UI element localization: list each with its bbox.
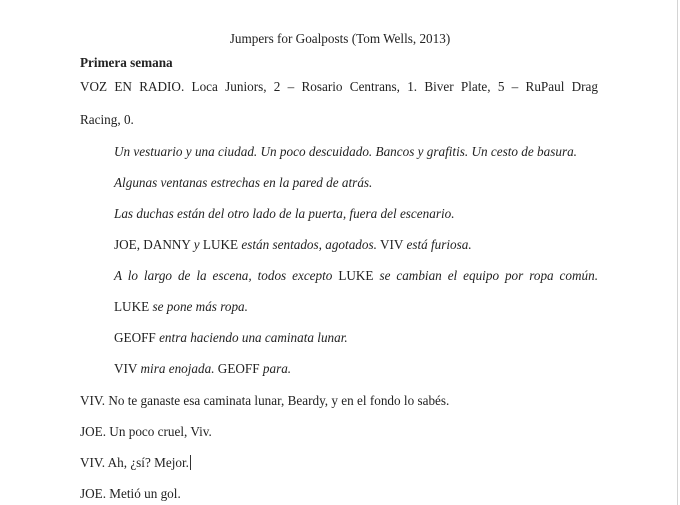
character-name: GEOFF <box>114 330 156 345</box>
direction-text: para. <box>262 361 292 376</box>
document-title: Jumpers for Goalposts (Tom Wells, 2013) <box>229 31 451 46</box>
dialogue-line-4: JOE. Metió un gol. <box>80 486 181 501</box>
dialogue-text: VIV. Ah, ¿sí? Mejor. <box>80 455 189 470</box>
stage-direction-8 <box>114 361 291 377</box>
character-name: LUKE <box>114 299 150 314</box>
scene-heading: Primera semana <box>80 55 173 70</box>
connector: y <box>193 237 200 252</box>
character-name: VIV <box>114 361 138 376</box>
character-name: GEOFF <box>217 361 260 376</box>
dialogue-line-1: VIV. No te ganaste esa caminata lunar, Beardy, y en el fondo lo sabés. <box>80 393 450 408</box>
text-cursor <box>190 455 191 470</box>
character-names: JOE, DANNY <box>114 237 191 252</box>
direction-text: se cambian el equipo por ropa común. <box>379 268 599 283</box>
stage-direction-6 <box>114 299 248 315</box>
stage-direction-1: Un vestuario y una ciudad. Un poco descuidado. Bancos y grafitis. Un cesto de basura. <box>114 144 577 159</box>
stage-direction-2: Algunas ventanas estrechas en la pared de atrás. <box>114 175 373 190</box>
stage-direction-7 <box>114 330 348 346</box>
stage-direction-5 <box>114 268 598 284</box>
direction-text: están sentados, agotados. <box>241 237 377 252</box>
character-name: VIV <box>379 237 404 252</box>
direction-text: mira enojada. <box>140 361 215 376</box>
radio-line-1: VOZ EN RADIO. Loca Juniors, 2 – Rosario Centrans, 1. Biver Plate, 5 – RuPaul Drag <box>80 79 598 94</box>
character-name: LUKE <box>338 268 374 283</box>
dialogue-line-2: JOE. Un poco cruel, Viv. <box>80 424 212 439</box>
stage-direction-3: Las duchas están del otro lado de la puerta, fuera del escenario. <box>114 206 455 221</box>
stage-direction-4 <box>114 237 472 253</box>
direction-text: está furiosa. <box>406 237 472 252</box>
direction-text: A lo largo de la escena, todos excepto <box>114 268 333 283</box>
dialogue-line-3 <box>80 455 191 471</box>
character-name: LUKE <box>202 237 239 252</box>
direction-text: se pone más ropa. <box>152 299 248 314</box>
page-edge <box>677 0 678 505</box>
direction-text: entra haciendo una caminata lunar. <box>159 330 348 345</box>
radio-line-2: Racing, 0. <box>80 112 134 127</box>
